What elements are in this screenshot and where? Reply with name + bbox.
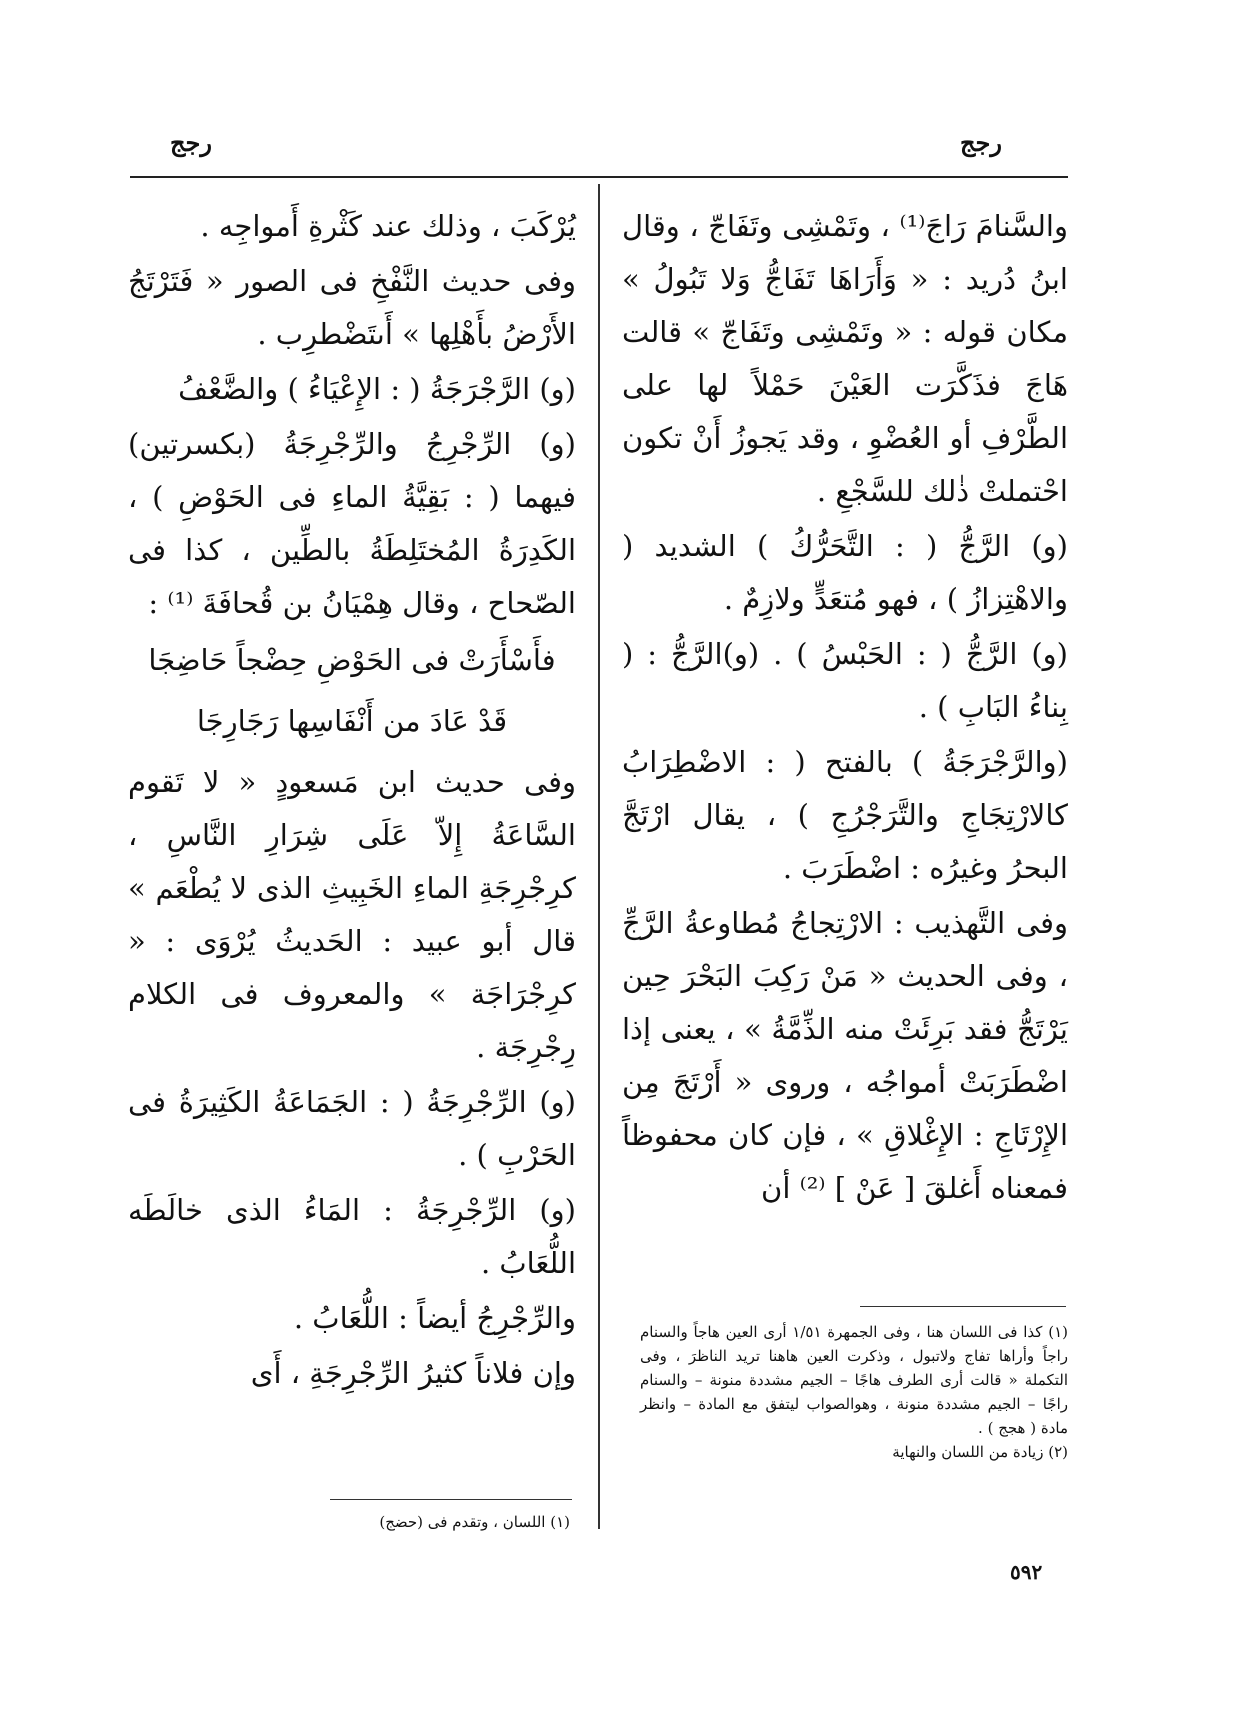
paragraph: وإن فلاناً كثيرُ الرِّجْرِجَةِ ، أَى [250, 1356, 576, 1390]
footnote-rule-left [330, 1499, 572, 1500]
paragraph: (و) الرِّجْرِجُ والرِّجْرِجَةُ (بكسرتين) فيهما ( : بَقِيَّةُ الماءِ فى الحَوْضِ ) ، الكَدِرَةُ المُختَلِطَةُ بالطِّين ، كذا فى الصّحاح ، وقال هِمْيَانُ بن قُحافَةَ ⁽¹⁾ : [128, 427, 576, 620]
paragraph: وفى حديث النَّفْخِ فى الصور « فَتَرْتَجُ الأَرْضُ بأَهْلِها » أَىتَضْطرِب . [128, 264, 576, 351]
paragraph: (والرَّجْرَجَةُ ) بالفتح ( : الاضْطِرَابُ كالارْتِجَاجِ والتَّرَجْرُجِ ) ، يقال ارْتَجَّ البحرُ وغيرُه : اضْطَرَبَ . [622, 745, 1068, 885]
paragraph: (و) الرِّجْرِجَةُ : المَاءُ الذى خالَطَه اللُّعَابُ . [128, 1193, 576, 1280]
paragraph: يُرْكَبَ ، وذلك عند كَثْرةِ أَمواجِه . [200, 209, 576, 243]
left-column [128, 200, 576, 1400]
page-number: ٥٩٢ [1010, 1560, 1043, 1584]
paragraph: (و) الرَّجُّ ( : التَّحَرُّكُ ) الشديد ( والاهْتِزازُ ) ، فهو مُتعَدٍّ ولازِمٌ . [622, 529, 1068, 616]
verse-line: قَدْ عَادَ من أَنْفَاسِها رَجَارِجَا [196, 704, 508, 738]
footnote: (١) اللسان ، وتقدم فى (حضج) [379, 1513, 570, 1531]
paragraph: (و) الرِّجْرِجَةُ ( : الجَمَاعَةُ الكَثِيرَةُ فى الحَرْبِ ) . [128, 1085, 576, 1172]
paragraph: وفى التَّهذيب : الارْتِجاجُ مُطاوعةُ الرَّجِّ ، وفى الحديث « مَنْ رَكِبَ البَحْرَ حِين يَرْتَجُّ فقد بَرِئَتْ منه الذِّمَّةُ » ، يعنى إذا اضْطَرَبَتْ أمواجُه ، وروى « أَرْتَجَ مِن الإِرْتَاجِ : الإِغْلاقِ » ، فإن كان محفوظاً فمعناه أَغلقَ [ عَنْ ] ⁽²⁾ أن [622, 906, 1068, 1205]
paragraph: (و) الرَّجْرَجَةُ ( : الإِعْيَاءُ ) والضَّعْفُ [178, 372, 576, 406]
paragraph: والسَّنامَ رَاجَ⁽¹⁾ ، وتَمْشِى وتَفَاجّ ، وقال ابنُ دُريد : « وَأَرَاهَا تَفَاجُّ وَلا تَبُولُ » مكان قوله : « وتَمْشِى وتَفَاجّ » قالت هَاجَ فذَكَّرَت العَيْنَ حَمْلاً لها على الطَّرْفِ أو العُضْوِ ، وقد يَجوزُ أَنْ تكون احْتملتْ ذٰلك للسَّجْعِ . [622, 209, 1068, 508]
footnote-rule-right [860, 1306, 1066, 1307]
verse-line: فأَسْأَرَتْ فى الحَوْضِ حِضْجاً حَاضِجَا [148, 643, 556, 677]
footnotes-left [270, 1510, 570, 1534]
column-divider [598, 184, 600, 1529]
paragraph: والرِّجْرِجُ أيضاً : اللُّعَابُ . [293, 1301, 576, 1335]
footnote: (١) كذا فى اللسان هنا ، وفى الجمهرة ١/٥١ أرى العين هاجاً والسنام راجاً وأراها تفاج ولاتبول ، وذكرت العين هاهنا تريد الناظرَ ، وفى التكملة « قالت أرى الطرف هاجًا – الجيم مشددة منونة – والسنام راجًا – الجيم مشددة منونة ، وهوالصواب ليتفق مع المادة – وانظر مادة ( هجج ) . [640, 1323, 1068, 1437]
footnotes-right [640, 1320, 1068, 1464]
right-column [622, 200, 1068, 1215]
running-head-right: رجج [960, 128, 1002, 157]
paragraph: وفى حديث ابن مَسعودٍ « لا تَقوم السَّاعَةُ إِلاّ عَلَى شِرَارِ النَّاسِ ، كرِجْرِجَةِ الماءِ الخَبِيثِ الذى لا يُطْعَم » قال أبو عبيد : الحَديثُ يُرْوَى : « كرِجْرَاجَة » والمعروف فى الكلام رِجْرِجَة . [128, 765, 576, 1064]
footnote: (٢) زيادة من اللسان والنهاية [892, 1443, 1068, 1461]
header-rule [130, 176, 1068, 178]
running-head-left: رجج [170, 128, 212, 157]
paragraph: (و) الرَّجُّ ( : الحَبْسُ ) . (و)الرَّجُّ : ( بِناءُ البَابِ ) . [622, 637, 1068, 724]
